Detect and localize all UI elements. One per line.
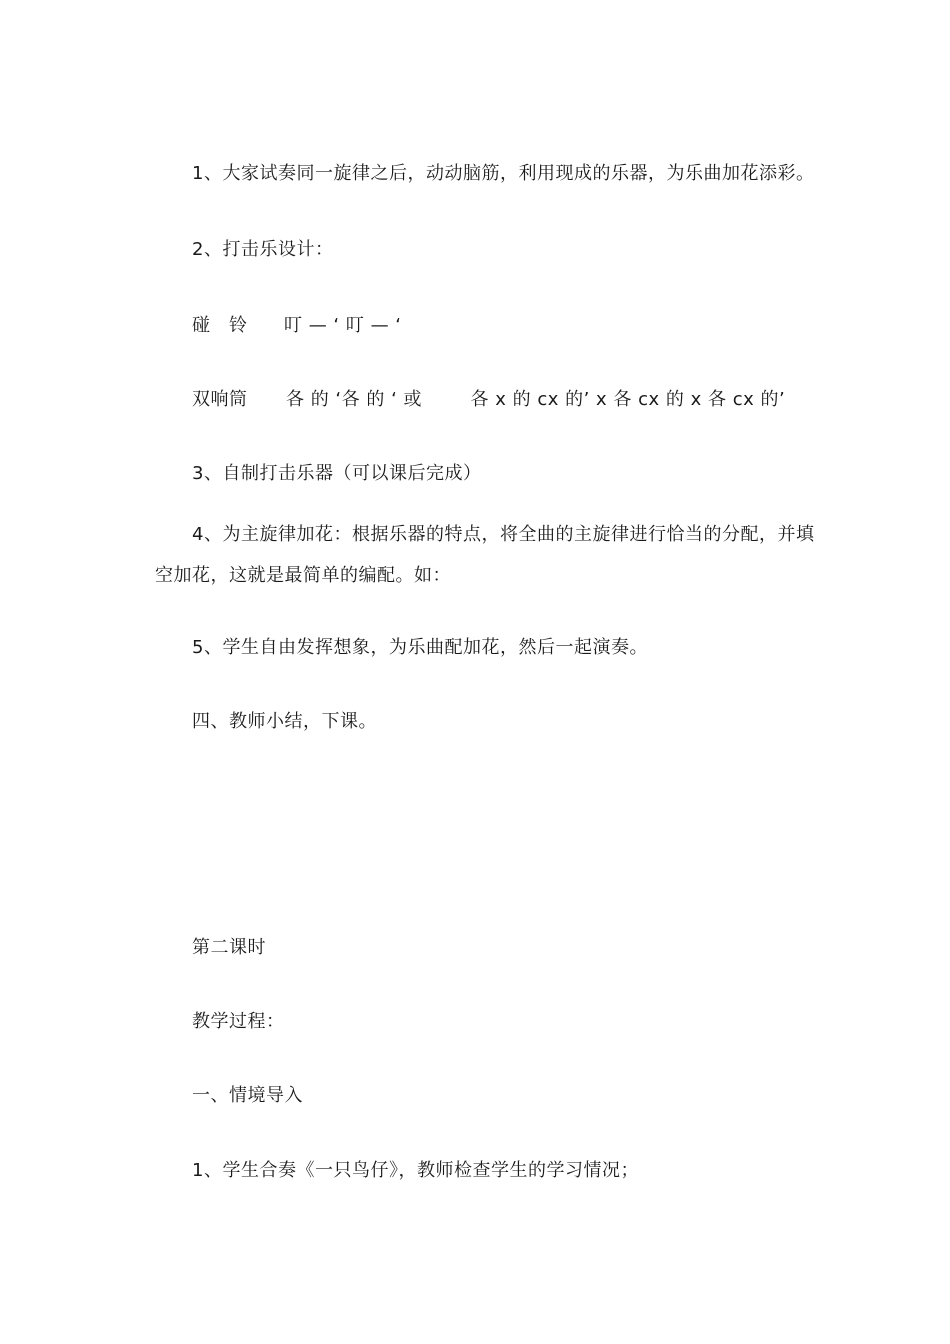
paragraph-step-5: 5、学生自由发挥想象，为乐曲配加花，然后一起演奏。 <box>192 637 648 658</box>
paragraph-teaching-process: 教学过程： <box>192 1011 285 1032</box>
paragraph-summary: 四、教师小结，下课。 <box>192 711 377 732</box>
section-heading-second-lesson: 第二课时 <box>192 937 266 958</box>
instrument-name-woodblock: 双响筒 <box>192 389 248 410</box>
paragraph-step-1: 1、大家试奏同一旋律之后，动动脑筋，利用现成的乐器，为乐曲加花添彩。 <box>192 163 815 184</box>
paragraph-step-3: 3、自制打击乐器（可以课后完成） <box>192 463 482 484</box>
paragraph-scene-intro: 一、情境导入 <box>192 1085 303 1106</box>
paragraph-step-4-line-2: 空加花，这就是最简单的编配。如： <box>155 565 451 586</box>
paragraph-ensemble: 1、学生合奏《一只鸟仔》，教师检查学生的学习情况； <box>192 1160 639 1181</box>
instrument-name-bell: 碰 铃 <box>192 315 248 336</box>
percussion-row-bell <box>192 312 402 340</box>
rhythm-pattern-bell: 叮 — ‘ 叮 — ‘ <box>283 315 402 336</box>
rhythm-pattern-woodblock-b: 各 x 的 cx 的’ x 各 cx 的 x 各 cx 的’ <box>470 389 786 410</box>
paragraph-step-4-line-1: 4、为主旋律加花：根据乐器的特点，将全曲的主旋律进行恰当的分配，并填 <box>192 524 815 545</box>
paragraph-step-2: 2、打击乐设计： <box>192 239 334 260</box>
rhythm-pattern-woodblock-a: 各 的 ‘各 的 ‘ 或 <box>285 389 423 410</box>
percussion-row-woodblock <box>192 386 785 414</box>
